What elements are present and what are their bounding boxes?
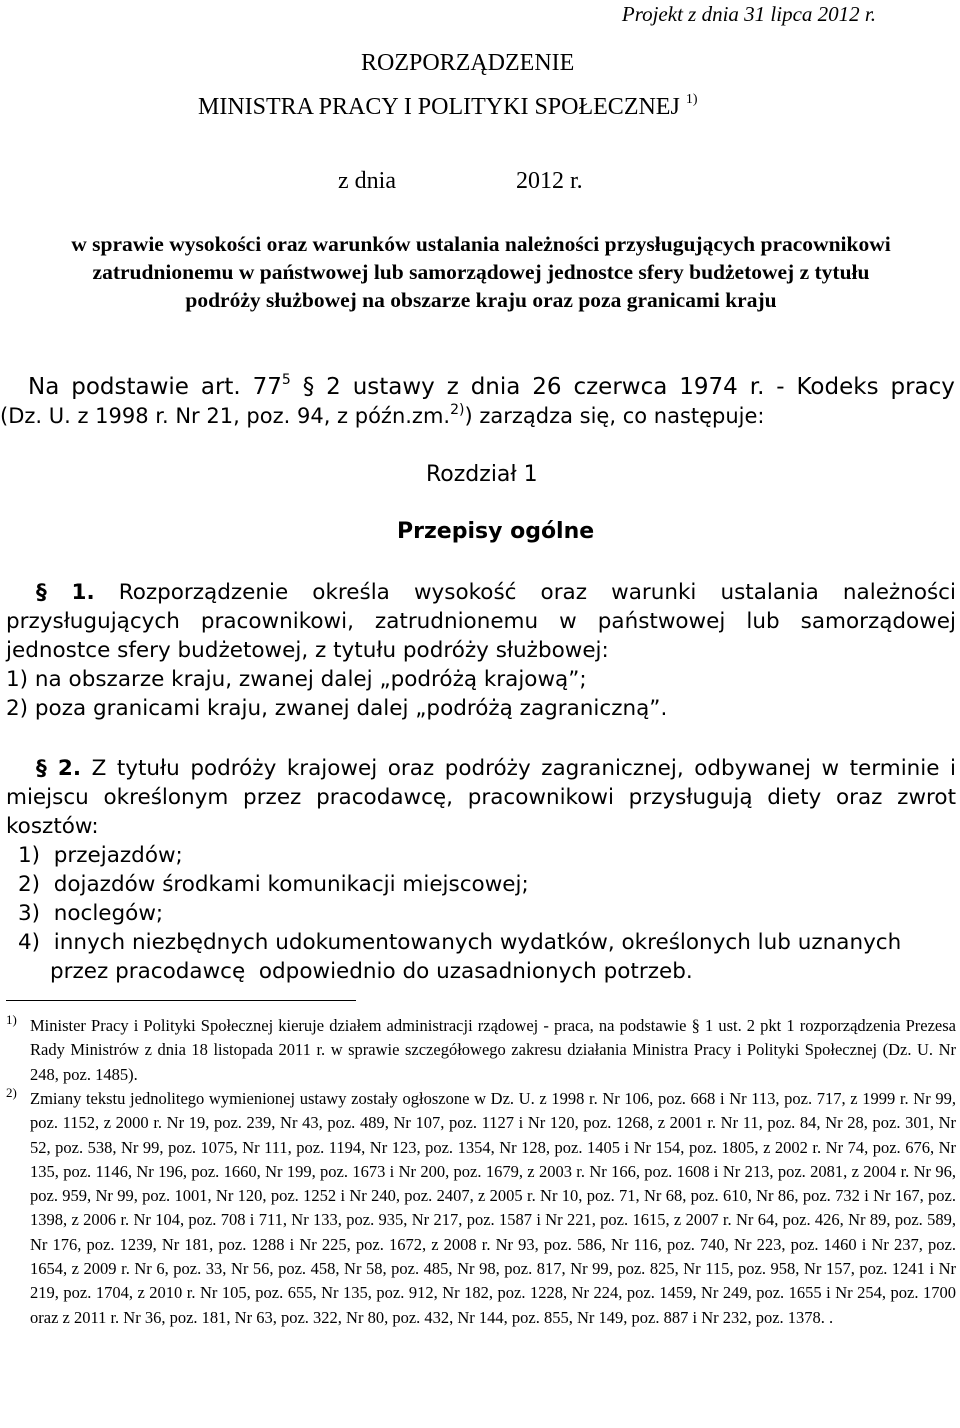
legal-basis-word: podstawie — [71, 374, 189, 400]
section-2-item: 2) dojazdów środkami komunikacji miejscowej; — [18, 872, 529, 897]
legal-basis-word: r. — [749, 374, 765, 400]
legal-basis-word: Na — [28, 374, 60, 400]
issuer-footnote-ref: 1) — [685, 92, 698, 107]
section-2 — [6, 754, 956, 986]
section-1-body — [6, 578, 956, 665]
legal-basis-word: dnia — [470, 374, 521, 400]
legal-basis-word: pracy — [890, 374, 955, 400]
section-2-body — [6, 754, 956, 841]
legal-basis-word: art. — [200, 374, 241, 400]
legal-basis-line-2 — [0, 404, 765, 428]
legal-basis-line-1 — [28, 374, 955, 400]
legal-basis-word: 1974 — [679, 374, 738, 400]
date-line: z dnia 2012 r. — [338, 168, 583, 194]
footnote-1-ref: 1) — [6, 1012, 17, 1027]
section-2-item-continuation: przez pracodawcę odpowiednio do uzasadnionych potrzeb. — [50, 959, 693, 984]
legal-basis-word: z — [446, 374, 459, 400]
section-1-text: Rozporządzenie określa wysokość oraz warunki ustalania należności przysługujących pracownikowi, zatrudnionemu w państwowej lub samorządowej jednostce sfery budżetowej, z tytułu podróży służbowej: — [6, 580, 956, 663]
footnote-2 — [6, 1087, 956, 1330]
legal-basis-word: - — [776, 374, 785, 400]
section-2-text: Z tytułu podróży krajowej oraz podróży zagranicznej, odbywanej w terminie i miejscu określonym przez pracodawcę, pracownikowi przysługują diety oraz zwrot kosztów: — [6, 756, 956, 839]
footnote-1 — [6, 1014, 956, 1087]
section-2-item: 1) przejazdów; — [18, 843, 183, 868]
section-2-item: 4) innych niezbędnych udokumentowanych wydatków, określonych lub uznanych — [18, 930, 902, 955]
legal-basis-citation: (Dz. U. z 1998 r. Nr 21, poz. 94, z późn.zm. — [0, 404, 451, 428]
section-1-item: 1) na obszarze kraju, zwanej dalej „podróżą krajową”; — [6, 667, 587, 692]
footnote-2-ref: 2) — [6, 1085, 17, 1100]
article-superscript: 5 — [281, 372, 291, 388]
footnote-separator — [6, 1000, 356, 1001]
regulation-subject: w sprawie wysokości oraz warunków ustalania należności przysługujących pracownikowi zatrudnionemu w państwowej lub samorządowej jednostce sfery budżetowej z tytułu podróży służbowej na obszarze kraju oraz poza granicami kraju — [71, 232, 891, 312]
section-2-mark: § 2. — [36, 756, 82, 781]
document-type-heading: ROZPORZĄDZENIE — [361, 50, 575, 76]
section-1-mark: § 1. — [36, 580, 95, 605]
footnote-ref-2: 2) — [450, 402, 465, 418]
legal-basis-word: $77^5$ — [252, 372, 291, 400]
issuer-name: MINISTRA PRACY I POLITYKI SPOŁECZNEJ — [198, 94, 680, 120]
section-1-item: 2) poza granicami kraju, zwanej dalej „podróżą zagraniczną”. — [6, 696, 668, 721]
section-2-item: 3) noclegów; — [18, 901, 164, 926]
chapter-number: Rozdział 1 — [426, 462, 538, 487]
legal-basis-word: 2 — [326, 374, 341, 400]
footnote-2-text: Zmiany tekstu jednolitego wymienionej ustawy zostały ogłoszone w Dz. U. z 1998 r. Nr 106, poz. 668 i Nr 113, poz. 717, z 1999 r. Nr 99, poz. 1152, z 2000 r. Nr 19, poz. 239, Nr 43, poz. 489, Nr 107, poz. 1127 i Nr 120, poz. 1268, z 2001 r. Nr 11, poz. 84, Nr 28, poz. 301, Nr 52, poz. 538, Nr 99, poz. 1075, Nr 111, poz. 1194, Nr 123, poz. 1354, Nr 128, poz. 1405 i Nr 154, poz. 1805, z 2002 r. Nr 74, poz. 676, Nr 135, poz. 1146, Nr 196, poz. 1660, Nr 199, poz. 1673 i Nr 200, poz. 1679, z 2003 r. Nr 166, poz. 1608 i Nr 213, poz. 2081, z 2004 r. Nr 96, poz. 959, Nr 99, poz. 1001, Nr 120, poz. 1252 i Nr 240, poz. 2407, z 2005 r. Nr 10, poz. 71, Nr 68, poz. 610, Nr 86, poz. 732 i Nr 167, poz. 1398, z 2006 r. Nr 104, poz. 708 i 711, Nr 133, poz. 935, Nr 217, poz. 1587 i Nr 221, poz. 1615, z 2007 r. Nr 64, poz. 426, Nr 89, poz. 589, Nr 176, poz. 1239, Nr 181, poz. 1288 i Nr 225, poz. 1672, z 2008 r. Nr 93, poz. 586, Nr 116, poz. 740, Nr 223, poz. 1460 i Nr 237, poz. 1654, z 2009 r. Nr 6, poz. 33, Nr 56, poz. 458, Nr 58, poz. 485, Nr 98, poz. 817, Nr 99, poz. 825, Nr 115, poz. 958, Nr 157, poz. 1241 i Nr 219, poz. 1704, z 2010 r. Nr 105, poz. 655, Nr 135, poz. 912, Nr 182, poz. 1228, Nr 224, poz. 1459, Nr 249, poz. 1655 i Nr 254, poz. 1700 oraz z 2011 r. Nr 36, poz. 181, Nr 63, poz. 322, Nr 80, poz. 432, Nr 144, poz. 855, Nr 149, poz. 887 i Nr 232, poz. 1378. . — [30, 1089, 956, 1327]
legal-basis-enactment: ) zarządza się, co następuje: — [464, 404, 765, 428]
footnote-1-text: Minister Pracy i Polityki Społecznej kieruje działem administracji rządowej - praca, na podstawie § 1 ust. 2 pkt 1 rozporządzenia Prezesa Rady Ministrów z dnia 18 listopada 2011 r. w sprawie szczegółowego zakresu działania Ministra Pracy i Polityki Społecznej (Dz. U. Nr 248, poz. 1485). — [30, 1016, 956, 1084]
section-2-list — [6, 841, 956, 986]
legal-basis-word: ustawy — [352, 374, 435, 400]
issuer-heading — [198, 94, 697, 121]
section-1 — [6, 578, 956, 723]
legal-basis-word: § — [302, 374, 315, 400]
legal-basis-word: Kodeks — [796, 374, 879, 400]
legal-basis-word: czerwca — [573, 374, 668, 400]
legal-basis-word: 26 — [532, 374, 562, 400]
draft-note: Projekt z dnia 31 lipca 2012 r. — [621, 2, 876, 26]
chapter-title: Przepisy ogólne — [397, 519, 595, 544]
